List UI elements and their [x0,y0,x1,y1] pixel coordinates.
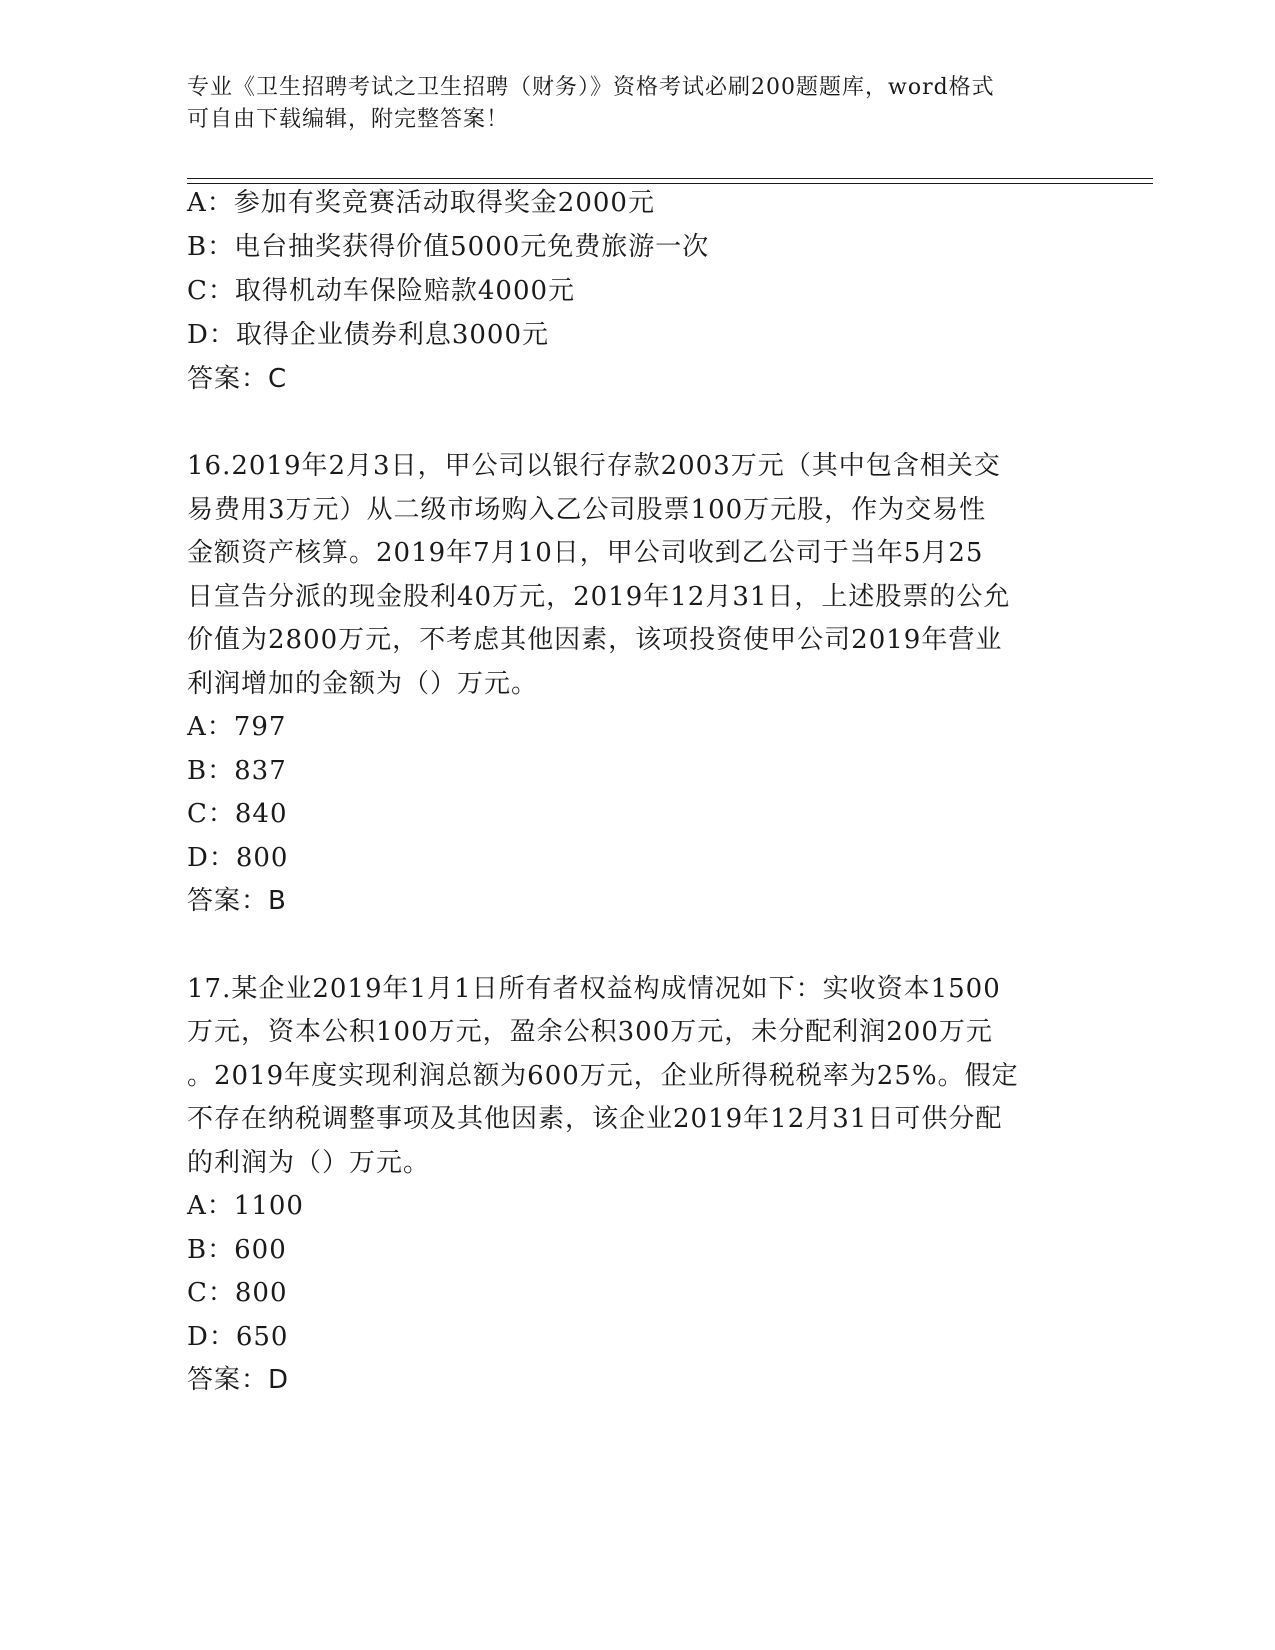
q17-stem-line-3: 。2019年度实现利润总额为600万元，企业所得税税率为25%。假定 [187,1061,1019,1091]
q16-option-d: D：800 [187,843,289,873]
q16-stem-line-4: 日宣告分派的现金股利40万元，2019年12月31日，上述股票的公允 [187,582,1011,612]
q17-stem-line-1: 17.某企业2019年1月1日所有者权益构成情况如下：实收资本1500 [187,974,1001,1004]
q17-option-b: B：600 [187,1235,287,1265]
q16-answer: 答案：B [187,886,287,916]
header-divider-top [187,178,1153,179]
q17-stem-line-2: 万元，资本公积100万元，盈余公积300万元，未分配利润200万元 [187,1017,993,1047]
q16-option-c: C：840 [187,799,288,829]
q17-option-c: C：800 [187,1278,288,1308]
q16-stem-line-6: 利润增加的金额为（）万元。 [187,669,539,699]
q17-stem-line-4: 不存在纳税调整事项及其他因素，该企业2019年12月31日可供分配 [187,1104,1003,1134]
q16-stem-line-5: 价值为2800万元，不考虑其他因素，该项投资使甲公司2019年营业 [187,625,1003,655]
document-header [187,72,1067,136]
q17-answer: 答案：D [187,1365,290,1395]
q16-stem-line-3: 金额资产核算。2019年7月10日，甲公司收到乙公司于当年5月25 [187,538,984,568]
header-line-1: 专业《卫生招聘考试之卫生招聘（财务）》资格考试必刷200题题库，word格式 [187,75,995,100]
q17-stem-line-5: 的利润为（）万元。 [187,1148,431,1178]
q15-option-d: D：取得企业债券利息3000元 [187,320,550,350]
q16-option-b: B：837 [187,756,287,786]
q17-option-d: D：650 [187,1322,289,1352]
q16-stem-line-1: 16.2019年2月3日，甲公司以银行存款2003万元（其中包含相关交 [187,451,1001,481]
q15-option-c: C：取得机动车保险赔款4000元 [187,276,576,306]
q16-stem-line-2: 易费用3万元）从二级市场购入乙公司股票100万元股，作为交易性 [187,495,987,525]
q17-option-a: A：1100 [187,1191,304,1221]
q15-option-b: B：电台抽奖获得价值5000元免费旅游一次 [187,232,710,262]
q15-option-a: A：参加有奖竞赛活动取得奖金2000元 [187,188,655,218]
q16-option-a: A：797 [187,712,287,742]
q15-answer: 答案：C [187,364,288,394]
header-line-2: 可自由下载编辑，附完整答案！ [187,107,510,132]
